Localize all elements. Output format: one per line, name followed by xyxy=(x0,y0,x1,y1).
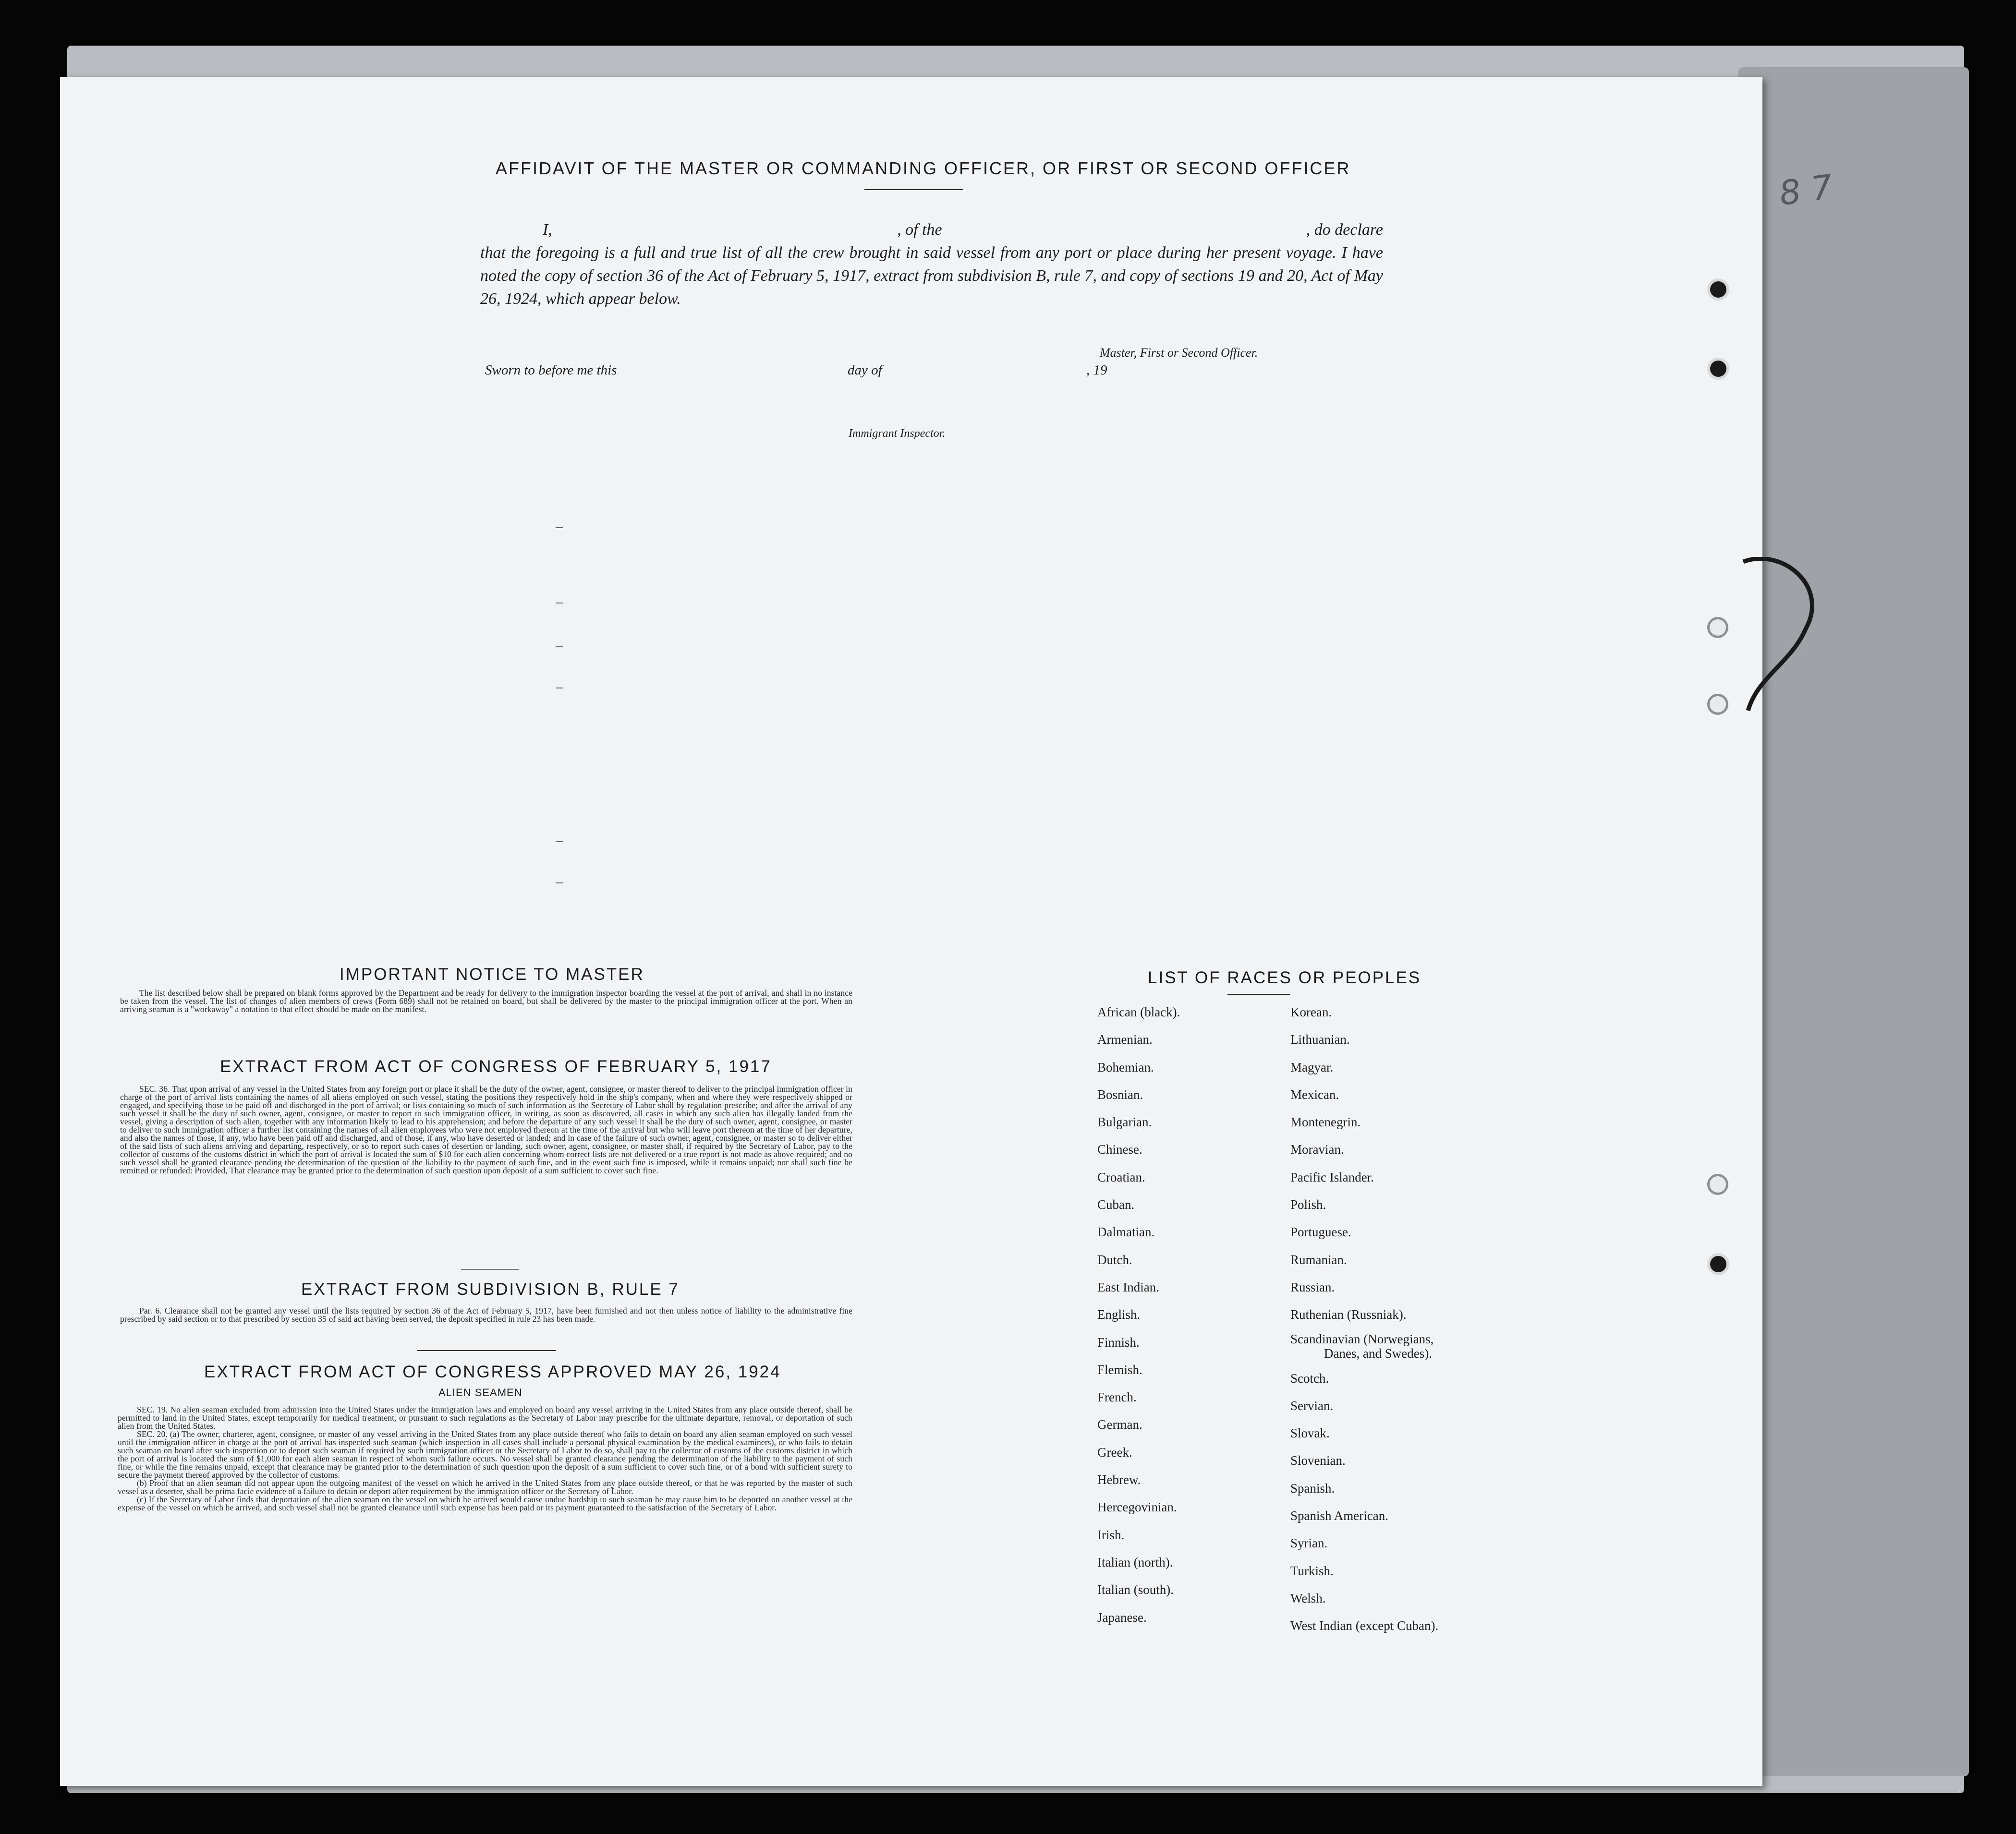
divider xyxy=(417,1350,556,1351)
extract-rule7-title: EXTRACT FROM SUBDIVISION B, RULE 7 xyxy=(301,1280,680,1299)
margin-tick xyxy=(556,527,563,528)
affidavit-declaration xyxy=(480,218,1383,311)
underlying-page-edge xyxy=(1738,67,1969,1776)
sworn-day-label: day of xyxy=(848,362,882,378)
master-signature-label: Master, First or Second Officer. xyxy=(1100,346,1258,360)
list-item: Italian (north). xyxy=(1097,1555,1173,1569)
sec-20c-paragraph: (c) If the Secretary of Labor finds that deportation of the alien seaman on the vessel on which he arrived would cause undue hardship to such seaman he may cause him to be deported on another vessel at the expense of the vessel on which he arrived, and such vessel shall not be granted clearance until such expense has been paid or its payment guaranteed to the satisfaction of the Secretary of Labor. xyxy=(118,1495,852,1512)
races-column-1 xyxy=(1097,999,1180,1631)
list-item: African (black). xyxy=(1097,1005,1180,1019)
inspector-signature-label: Immigrant Inspector. xyxy=(849,427,946,440)
punch-hole xyxy=(1707,1253,1729,1275)
vessel-of-label: , of the xyxy=(897,221,942,239)
sworn-prefix: Sworn to before me this xyxy=(485,362,617,378)
list-item: Lithuanian. xyxy=(1290,1032,1350,1047)
list-item: Bulgarian. xyxy=(1097,1115,1152,1130)
list-item: Pacific Islander. xyxy=(1290,1170,1374,1184)
extract-rule7-text: Par. 6. Clearance shall not be granted any vessel until the lists required by section 36 of the Act of February 5, 1917, have been furnished and not then unless notice of liability to the administrative fine prescribed by said section or to that prescribed by section 35 of said act having been served, the deposit specified in rule 23 has been made. xyxy=(120,1306,852,1324)
list-item-scandinavian xyxy=(1290,1329,1438,1371)
extract-1917-title: EXTRACT FROM ACT OF CONGRESS OF FEBRUARY 5, 1917 xyxy=(220,1057,772,1076)
list-item: Cuban. xyxy=(1097,1197,1135,1212)
margin-tick xyxy=(556,646,563,647)
list-item: Rumanian. xyxy=(1290,1252,1347,1267)
list-item: Montenegrin. xyxy=(1290,1115,1361,1130)
list-item-line: Danes, and Swedes). xyxy=(1324,1346,1432,1361)
list-item: Servian. xyxy=(1290,1398,1334,1413)
list-item-line: Scandinavian (Norwegians, xyxy=(1290,1331,1434,1346)
pencil-mark: 8 7 xyxy=(1776,167,1835,214)
list-item: Croatian. xyxy=(1097,1170,1145,1184)
margin-tick xyxy=(556,841,563,842)
list-item: Finnish. xyxy=(1097,1335,1140,1350)
list-item: Magyar. xyxy=(1290,1060,1334,1074)
punch-hole xyxy=(1707,278,1729,301)
extract-1924-title: EXTRACT FROM ACT OF CONGRESS APPROVED MAY 26, 1924 xyxy=(204,1363,781,1381)
list-item: Italian (south). xyxy=(1097,1582,1174,1597)
list-item: Flemish. xyxy=(1097,1362,1142,1377)
extract-1924-subtitle: ALIEN SEAMEN xyxy=(438,1387,522,1399)
notice-text: The list described below shall be prepared on blank forms approved by the Department and be ready for delivery to the immigration inspector boarding the vessel at the port of arrival, and shall in no instance be taken from the vessel. The list of changes of alien members of crews (Form 689) shall not be retained on board, but shall be delivered by the master to the principal immigration officer at the port. When an arriving seaman is a "workaway" a notation to that effect should be made on the manifest. xyxy=(120,988,852,1014)
declaration-first-line xyxy=(480,218,1383,241)
list-item: German. xyxy=(1097,1417,1142,1432)
list-item: Bohemian. xyxy=(1097,1060,1154,1074)
divider xyxy=(864,189,963,190)
extract-1924-text xyxy=(118,1406,852,1512)
list-item: French. xyxy=(1097,1390,1137,1405)
list-item: Portuguese. xyxy=(1290,1225,1351,1240)
list-item: East Indian. xyxy=(1097,1279,1159,1294)
list-item: Ruthenian (Russniak). xyxy=(1290,1307,1407,1322)
list-item: Scotch. xyxy=(1290,1371,1329,1386)
list-item: Korean. xyxy=(1290,1005,1332,1019)
affidavit-title: AFFIDAVIT OF THE MASTER OR COMMANDING OFFICER, OR FIRST OR SECOND OFFICER xyxy=(496,158,1351,178)
races-column-2 xyxy=(1290,999,1438,1640)
list-item: English. xyxy=(1097,1307,1141,1322)
punch-hole xyxy=(1707,617,1728,638)
divider xyxy=(1227,994,1290,995)
extract-1917-text: SEC. 36. That upon arrival of any vessel in the United States from any foreign port or place it shall be the duty of the owner, agent, consignee, or master thereof to deliver to the principal immigration officer in charge of the port of arrival lists containing the names of all aliens employed on such vessel, stating the positions they respectively hold in the ship's company, when and where they were respectively shipped or engaged, and specifying those to be paid off and discharged in the port of arrival; or lists containing so much of such information as the Secretary of Labor shall by regulation prescribe; and after the arrival of any such vessel it shall be the duty of such owner, agent, consignee, or master to report to such immigration officer, in writing, as soon as discovered, all cases in which any such alien has illegally landed from the vessel, giving a description of such alien, together with any information likely to lead to his apprehension; and before the departure of any such vessel it shall be the duty of such owner, agent, consignee, or master to deliver to such immigration officer a further list containing the names of all alien employees who were not employed thereon at the time of the arrival but who will leave port thereon at the time of her departure, and also the names of those, if any, who have been paid off and discharged, and of those, if any, who have deserted or landed; and in case of the failure of such owner, agent, consignee, or master so to deliver either of the said lists of such aliens arriving and departing, respectively, or so to report such cases of desertion or landing, such owner, agent, consignee, or master shall, if required by the Secretary of Labor, pay to the collector of customs of the customs district in which the port of arrival is located the sum of $10 for each alien concerning whom correct lists are not delivered or a true report is not made as above required; and no such vessel shall be granted clearance pending the determination of the question of the liability to the payment of such fine, and in the event such fine is imposed, while it remains unpaid; nor shall such fine be remitted or refunded: Provided, That clearance may be granted prior to the determination of such question upon deposit of a sum sufficient to cover such fine. xyxy=(120,1084,852,1175)
list-item: Armenian. xyxy=(1097,1032,1153,1047)
list-item: Japanese. xyxy=(1097,1610,1147,1625)
list-item: Slovenian. xyxy=(1290,1453,1346,1468)
sworn-year-label: , 19 xyxy=(1086,362,1107,378)
list-item: Hebrew. xyxy=(1097,1472,1141,1487)
list-item: Welsh. xyxy=(1290,1591,1326,1605)
declare-label: , do declare xyxy=(1306,221,1383,239)
list-item: Bosnian. xyxy=(1097,1087,1143,1102)
punch-hole xyxy=(1707,694,1728,715)
list-item: Russian. xyxy=(1290,1279,1335,1294)
list-item: Chinese. xyxy=(1097,1142,1142,1157)
list-item: Slovak. xyxy=(1290,1426,1330,1441)
divider xyxy=(461,1269,519,1270)
list-item: Mexican. xyxy=(1290,1087,1339,1102)
list-item: Irish. xyxy=(1097,1527,1125,1542)
declarant-prefix: I, xyxy=(543,221,552,239)
manifest-page xyxy=(60,77,1762,1786)
sec-20a-paragraph: SEC. 20. (a) The owner, charterer, agent, consignee, or master of any vessel arriving in the United States from any place outside thereof who fails to detain on board any alien seaman employed on such vessel until the immigration officer in charge at the port of arrival has inspected such seaman (which inspection in all cases shall include a personal physical examination by the medical examiners), or who fails to detain such seaman on board after such inspection or to deport such seaman if required by such immigration officer or the Secretary of Labor to do so, shall pay to the collector of customs of the customs district in which the port of arrival is located the sum of $1,000 for each alien seaman in respect of whom such failure occurs. No vessel shall be granted clearance pending the determination of the liability to the payment of such fine, or while the fine remains unpaid, except that clearance may be granted prior to the determination of such question upon the deposit of a sum sufficient to cover such fine, or of a bond with sufficient surety to secure the payment thereof approved by the collector of customs. xyxy=(118,1429,852,1480)
races-title: LIST OF RACES OR PEOPLES xyxy=(1148,968,1421,987)
margin-tick xyxy=(556,882,563,883)
list-item: Greek. xyxy=(1097,1445,1132,1460)
punch-hole xyxy=(1707,1174,1728,1195)
list-item: Dutch. xyxy=(1097,1252,1132,1267)
pencil-scribble xyxy=(1738,557,1825,715)
declaration-text: that the foregoing is a full and true list of all the crew brought in said vessel from any port or place during her present voyage. I have noted the copy of section 36 of the Act of February 5, 1917, extract from subdivision B, rule 7, and copy of sections 19 and 20, Act of May 26, 1924, which appear below. xyxy=(480,244,1383,308)
list-item: Turkish. xyxy=(1290,1563,1334,1578)
list-item: Spanish American. xyxy=(1290,1508,1388,1523)
list-item: Spanish. xyxy=(1290,1481,1335,1496)
sec-19-paragraph: SEC. 19. No alien seaman excluded from admission into the United States under the immigration laws and employed on board any vessel arriving in the United States from any place outside thereof, shall be permitted to land in the United States, except temporarily for medical treatment, or pursuant to such regulations as the Secretary of Labor may prescribe for the ultimate departure, removal, or deportation of such alien from the United States. xyxy=(118,1405,852,1431)
punch-hole xyxy=(1707,358,1729,380)
list-item: Hercegovinian. xyxy=(1097,1500,1177,1515)
notice-title: IMPORTANT NOTICE TO MASTER xyxy=(340,965,644,984)
list-item: Polish. xyxy=(1290,1197,1326,1212)
sec-20b-paragraph: (b) Proof that an alien seaman did not appear upon the outgoing manifest of the vessel on which he arrived in the United States from any place outside thereof, or that he was reported by the master of such vessel as a deserter, shall be prima facie evidence of a failure to detain or deport after requirement by the immigration officer or the Secretary of Labor. xyxy=(118,1478,852,1496)
list-item: West Indian (except Cuban). xyxy=(1290,1618,1439,1633)
list-item: Dalmatian. xyxy=(1097,1225,1155,1240)
list-item: Syrian. xyxy=(1290,1536,1328,1551)
list-item: Moravian. xyxy=(1290,1142,1344,1157)
